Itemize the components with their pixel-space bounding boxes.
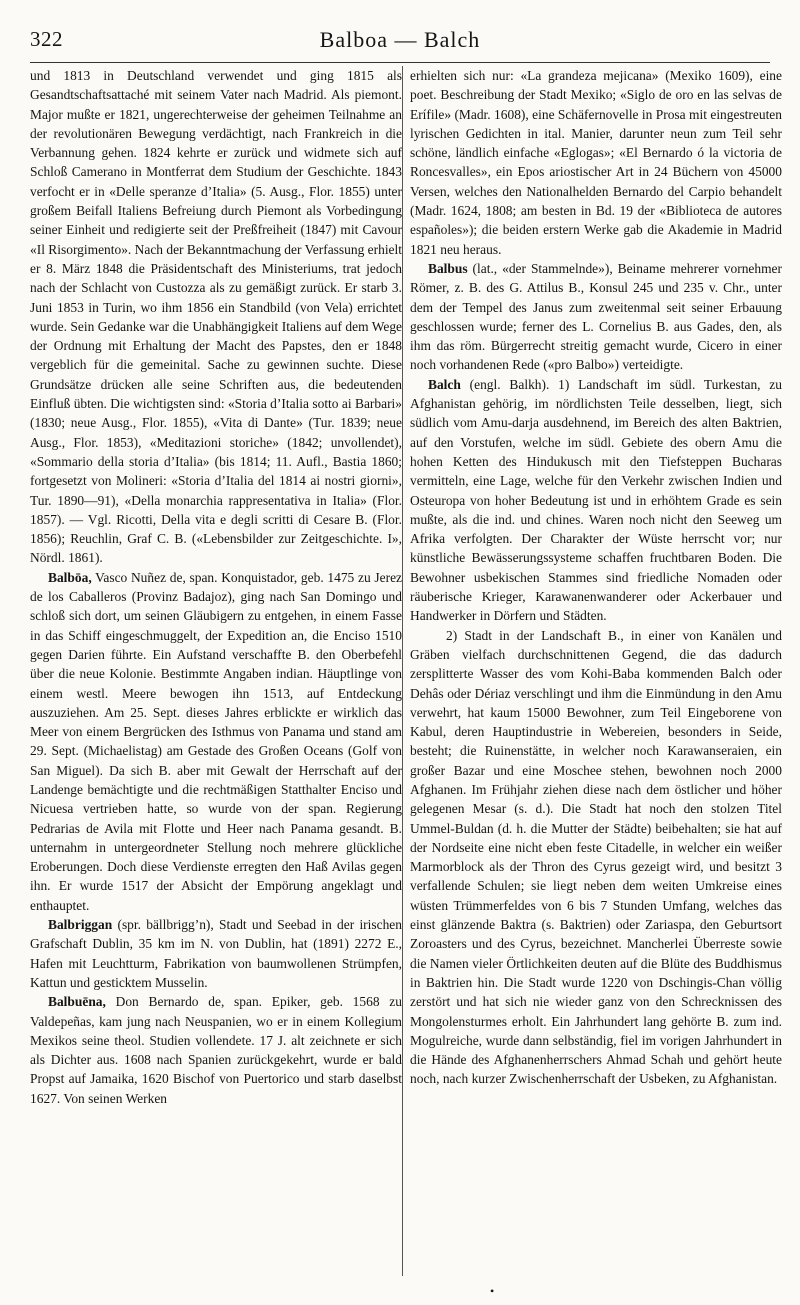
page-header <box>30 27 770 59</box>
entry-lemma: Balbus <box>428 260 468 276</box>
footer-mark: • <box>490 1284 495 1298</box>
entry-lemma: Balch <box>428 376 461 392</box>
entry-paragraph <box>30 915 402 992</box>
running-head: Balboa — Balch <box>319 27 481 52</box>
page-number: 322 <box>30 27 63 51</box>
entry-text: Vasco Nuñez de, span. Konquistador, geb. 1475 zu Jerez de los Caballeros (Provinz Badajoz), ging nach San Domingo und schloß sich dort, um seinen Gläubigern zu entgehen, in einem Fasse in das Schiff eingeschmuggelt, der Expedition an, die Enciso 1510 gegen Darien führte. Ein Aufstand verschaffte B. den Oberbefehl über die neue Kolonie. Bestimmte Angaben indian. Häuptlinge von einem westl. Meere bewogen ihn 1513, auf Entdeckung auszuziehen. Am 25. Sept. dieses Jahres erblickte er wirklich das Meer von einem Bergrücken des Isthmus von Panama und stand am 29. Sept. (Michaelistag) am Gestade des Großen Oceans (Golf von San Miguel). Da sich B. aber mit Gewalt der Herrschaft auf der Landenge bemächtigte und die rechtmäßigen Statthalter Enciso und Nicuesa vertrieben hatte, so wurde von der span. Regierung Pedrarias de Avila mit Flotte und Heer nach Panama gesandt. B. unternahm in untergeordneter Stellung noch mehrere glückliche Eroberungen. Doch diese Verdienste erregten den Haß Avilas gegen ihn. Er wurde 1517 der Absicht der Empörung angeklagt und enthauptet. <box>30 569 402 913</box>
entry-paragraph <box>30 992 402 1108</box>
right-column <box>410 66 782 1281</box>
entry-text: Don Bernardo de, span. Epiker, geb. 1568 zu Valdepeñas, kam jung nach Neuspanien, wo er in einem Kollegium Mexikos seine theol. Studien vollendete. 17 J. alt zeichnete er sich als Dichter aus. 1608 nach Spanien zurückgekehrt, wurde er bald Propst auf Jamaika, 1620 Bischof von Puertorico und starb daselbst 1627. Von seinen Werken <box>30 994 402 1106</box>
entry-text: erhielten sich nur: «La grandeza mejicana» (Mexiko 1609), eine poet. Beschreibung der Stadt Mexiko; «Siglo de oro en las selvas de Erífile» (Madr. 1608), eine Schäfernovelle in Prosa mit eingestreuten lyrischen Gedichten in ital. Manier, darunter neun zum Teil sehr schöne, ländlich einfache «Eglogas»; «El Bernardo ó la victoria de Roncesvalles», ein Epos ariostischer Art in 24 Büchern von 45000 Versen, welches den Nationalhelden Bernardo del Carpio behandelt (Madr. 1624, 1808; am besten in Bd. 19 der «Biblioteca de autores españoles»); die beiden erstern Werke gab die Akademie in Madrid 1821 neu heraus. <box>410 68 782 257</box>
entry-text: und 1813 in Deutschland verwendet und ging 1815 als Gesandtschaftsattaché mit seinem Vater nach Madrid. Als piemont. Major mußte er 1821, ungerechterweise der geheimen Teilnahme an der revolutionären Bewegung verdächtigt, nach Frankreich in die Verbannung gehen. 1824 kehrte er zurück und widmete sich auf Schloß Camerano in Montferrat dem Studium der Geschichte. 1843 verfocht er in «Delle speranze d’Italia» (5. Ausg., Flor. 1855) unter großem Beifall Italiens Befreiung durch Piemont als Vorbedingung seiner Einheit und redigierte seit der Preßfreiheit (1847) mit Cavour «Il Risorgimento». Nach der Bekanntmachung der Verfassung erhielt er 8. März 1848 die Präsidentschaft des Ministeriums, trat jedoch nach der Schlacht von Custozza als zu gemäßigt zurück. Er starb 3. Juni 1853 in Turin, wo ihm 1856 ein Standbild (von Vela) errichtet wurde. Sein Gedanke war die Unabhängigkeit Italiens auf dem Wege der Ordnung mit Erhaltung der Macht des Papstes, den er 1848 vergeblich für die gemeinital. Sache zu gewinnen suchte. Diese Grundsätze drücken alle seine Schriften aus, die bedeutenden Einfluß übten. Die wichtigsten sind: «Storia d’Italia sotto ai Barbari» (1830; neue Ausg., Flor. 1855), «Vita di Dante» (Tur. 1839; neue Ausg., Flor. 1853), «Meditazioni storiche» (1842; unvollendet), «Sommario della storia d’Italia» (bis 1814; 11. Aufl., Bastia 1860; fortgesetzt von Molineri: «Storia d’Italia del 1814 ai nostri giorni», Tur. 1890—91), «Della monarchia rappresentativa in Italia» (Flor. 1857). — Vgl. Ricotti, Della vita e degli scritti di Cesare B. (Flor. 1856); Reuchlin, Graf C. B. («Lebensbilder zur Zeitgeschichte. I», Nördl. 1861). <box>30 68 402 566</box>
entry-paragraph <box>410 375 782 626</box>
entry-lemma: Balbriggan <box>48 917 113 933</box>
entry-text: (engl. Balkh). 1) Landschaft im südl. Turkestan, zu Afghanistan gehörig, im nördlichsten Teile desselben, liegt, sich südlich vom Amu-darja ausdehnend, im Bereich des alten Baktrien, auf den Vorstufen, welche im südl. Gebiete des obern Amu die hohen Ketten des Hindukusch mit den Tiefsteppen Bucharas vermitteln, eine Lage, welche für den Verkehr zwischen Indien und Osteuropa von hoher Bedeutung ist und in erhöhtem Grade es sein mußte, als die ind. und chines. Waren noch nicht den Seeweg um Afrika verfolgten. Der Charakter der Wüste herrscht vor; nur künstliche Bewässerungssysteme schaffen fruchtbaren Boden. Die Bewohner usbekischen Stammes sind friedliche Nomaden oder räuberische Krieger, Karawanenwanderer oder Ackerbauer und Handwerker in Dörfern und Städten. <box>410 376 782 624</box>
entry-paragraph <box>30 568 402 915</box>
entry-paragraph <box>410 66 782 259</box>
entry-text: 2) Stadt in der Landschaft B., in einer von Kanälen und Gräben vielfach durchschnittenen Gegend, die das dadurch zersplitterte Wasser des vom Kohi-Baba kommenden Balch oder Dehâs oder Dériaz verschlingt und ihm die Einmündung in den Amu verwehrt, hat kaum 15000 Bewohner, zum Teil Eingeborene von Kabul, deren Hauptindustrie in Webereien, besonders in Seide, besteht; die Ruinenstätte, in welcher noch Karawanseraien, ein großer Bazar und eine Moschee stehen, bewohnen noch 2000 Afghanen. Im Frühjahr ziehen diese nach dem östlicher und höher gelegenen Mesar (s. d.). Die Stadt hat noch den stolzen Titel Ummel-Buldan (d. h. die Mutter der Städte) beibehalten; sie hat auf der Nordseite eine nicht eben feste Citadelle, in welcher ein weißer Marmorblock als der Thron des Cyrus gezeigt wird, und besitzt 3 verfallende Schulen; sie liegt neben dem weiten Umkreise eines wüsten Trümmerfeldes von 6 bis 7 Stunden Umfang, welches das einst glänzende Baktra (s. Baktrien) oder Zariaspa, den Geburtsort Zoroasters und des Cyrus, bezeichnet. Mancherlei Überreste sowie die Namen vieler Örtlichkeiten deuten auf die Blüte des Buddhismus in Baktrien hin. Die Stadt wurde 1220 von Dschingis-Chan völlig zerstört und hat sich nie wieder ganz von den Schrecknissen des Mongolensturmes erholt. Ein Jahrhundert lang gehörte B. zum ind. Mogulreiche, wurde dann selbständig, fiel im vorigen Jahrhundert in die Hände des Afghanenherrschers Ahmad Schah und gehört heute noch, nach kurzer Zwischenherrschaft der Usbeken, zu Afghanistan. <box>410 627 782 1087</box>
column-divider <box>402 66 403 1276</box>
entry-paragraph <box>30 66 402 568</box>
entry-lemma: Balbuēna, <box>48 994 106 1010</box>
header-rule <box>30 62 770 63</box>
left-column <box>30 66 402 1281</box>
entry-lemma: Balbōa, <box>48 569 92 585</box>
entry-paragraph <box>410 626 782 1089</box>
entry-text: (spr. bällbrigg’n), Stadt und Seebad in der irischen Grafschaft Dublin, 35 km im N. von Dublin, hat (1891) 2272 E., Hafen mit Leuchtturm, Fabrikation von baumwollenen Strümpfen, Kattun und gesticktem Musselin. <box>30 917 402 990</box>
entry-paragraph <box>410 259 782 375</box>
entry-text: (lat., «der Stammelnde»), Beiname mehrerer vornehmer Römer, z. B. des G. Attilus B., Konsul 245 und 235 v. Chr., unter dem der Tempel des Janus zum zweitenmal seit seiner Erbauung geschlossen wurde; ferner des L. Cornelius B. aus Gades, den, als ihm das röm. Bürgerrecht streitig gemacht wurde, Cicero in einer noch vorhandenen Rede («pro Balbo») verteidigte. <box>410 260 782 373</box>
